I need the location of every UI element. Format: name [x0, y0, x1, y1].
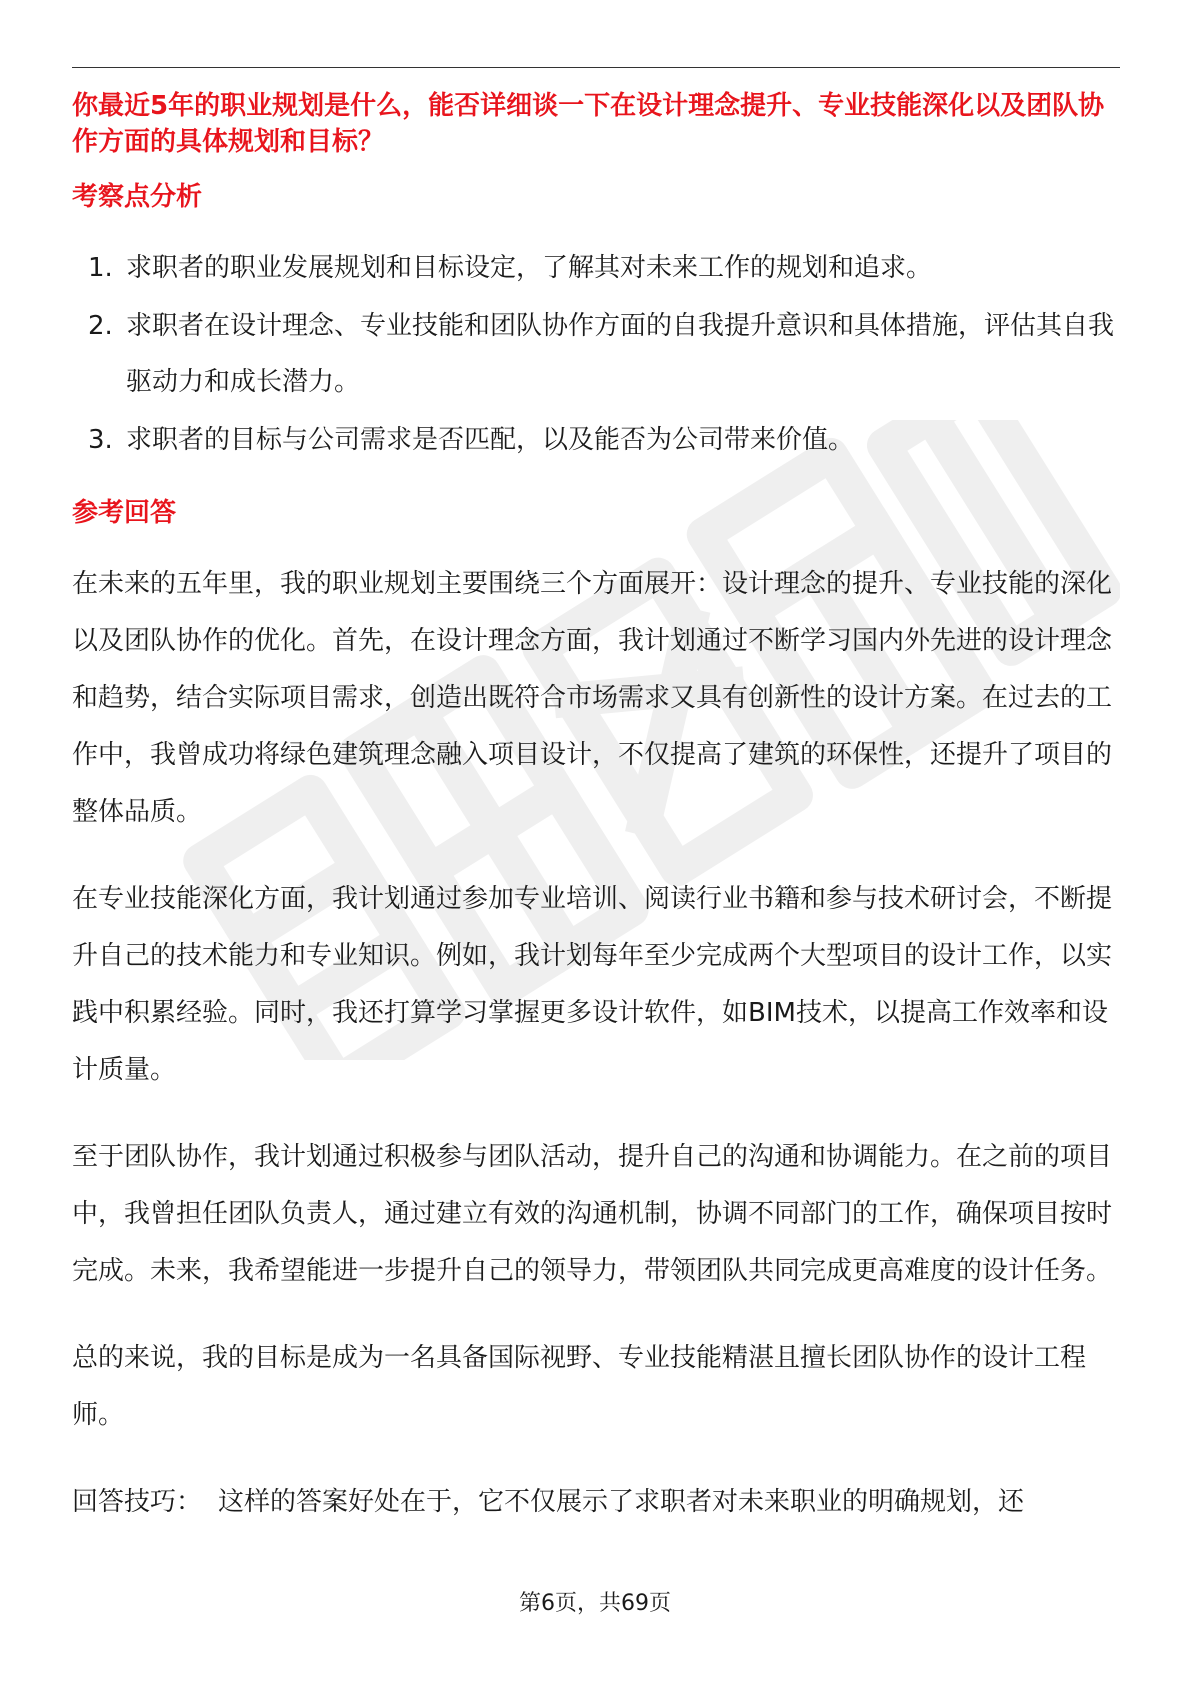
list-number: 3. [88, 425, 113, 455]
tip-text: 这样的答案好处在于，它不仅展示了求职者对未来职业的明确规划，还 [218, 1487, 1025, 1517]
list-item [72, 298, 1120, 410]
answer-paragraph: 在专业技能深化方面，我计划通过参加专业培训、阅读行业书籍和参与技术研讨会，不断提升自己的技术能力和专业知识。例如，我计划每年至少完成两个大型项目的设计工作，以实践中积累经验。同时，我还打算学习掌握更多设计软件，如BIM技术，以提高工作效率和设计质量。 [72, 884, 1113, 1085]
page-number: 第6页，共69页 [519, 1591, 671, 1616]
list-text: 求职者的职业发展规划和目标设定，了解其对未来工作的规划和追求。 [126, 253, 933, 283]
list-item [72, 240, 1120, 296]
tip-label: 回答技巧： [72, 1487, 203, 1517]
question-heading: 你最近5年的职业规划是什么，能否详细谈一下在设计理念提升、专业技能深化以及团队协作方面的具体规划和目标？ [72, 91, 1105, 157]
list-text: 求职者在设计理念、专业技能和团队协作方面的自我提升意识和具体措施，评估其自我驱动力和成长潜力。 [126, 311, 1115, 397]
page-content [72, 88, 1120, 1531]
list-number: 2. [88, 311, 113, 341]
answer-tip [72, 1474, 1120, 1531]
header-divider [72, 67, 1120, 68]
list-text: 求职者的目标与公司需求是否匹配，以及能否为公司带来价值。 [126, 425, 855, 455]
analysis-title: 考察点分析 [72, 182, 203, 212]
list-number: 1. [88, 253, 113, 283]
answer-paragraph: 至于团队协作，我计划通过积极参与团队活动，提升自己的沟通和协调能力。在之前的项目中，我曾担任团队负责人，通过建立有效的沟通机制，协调不同部门的工作，确保项目按时完成。未来，我希望能进一步提升自己的领导力，带领团队共同完成更高难度的设计任务。 [72, 1142, 1113, 1286]
list-item [72, 412, 1120, 468]
answer-paragraph: 总的来说，我的目标是成为一名具备国际视野、专业技能精湛且擅长团队协作的设计工程师。 [72, 1343, 1087, 1430]
answer-paragraph: 在未来的五年里，我的职业规划主要围绕三个方面展开：设计理念的提升、专业技能的深化以及团队协作的优化。首先，在设计理念方面，我计划通过不断学习国内外先进的设计理念和趋势，结合实际项目需求，创造出既符合市场需求又具有创新性的设计方案。在过去的工作中，我曾成功将绿色建筑理念融入项目设计，不仅提高了建筑的环保性，还提升了项目的整体品质。 [72, 569, 1113, 827]
analysis-list [72, 240, 1120, 468]
answer-title: 参考回答 [72, 498, 177, 528]
